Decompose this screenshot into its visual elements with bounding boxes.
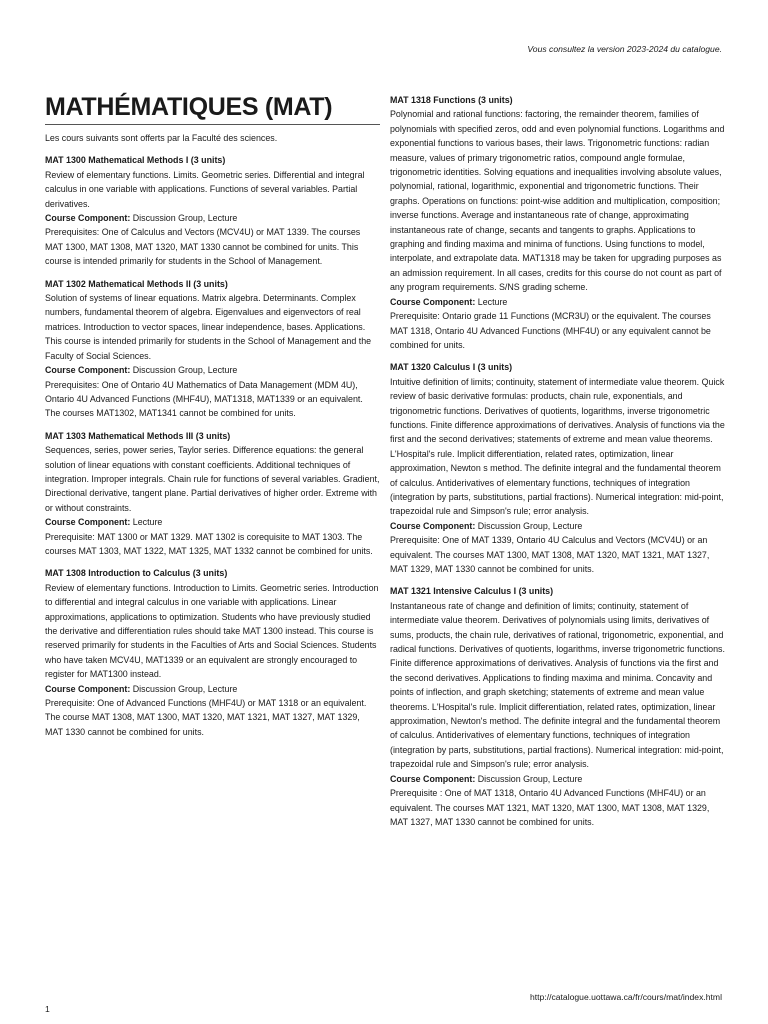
course-prerequisites: Prerequisite: One of Advanced Functions (MHF4U) or MAT 1318 or an equivalent. The course MAT 1308, MAT 1300, MAT 1320, MAT 1321, MAT 1327, MAT 1329, MAT 1330 cannot be combined for units. <box>45 698 367 737</box>
intro-text: Les cours suivants sont offerts par la Faculté des sciences. <box>45 133 278 143</box>
course-description: Sequences, series, power series, Taylor series. Difference equations: the general solution of linear equations with constant coefficients. Additional techniques of integration. Improper integrals. Chain rule for functions of several variables. Gradient, Directional derivative, tangent plane. Partial derivatives of higher order. Extreme with or without constraints. <box>45 445 380 513</box>
course-component-label: Course Component: <box>390 520 476 531</box>
course-heading: MAT 1321 Intensive Calculus I (3 units) <box>390 586 554 597</box>
course-component-value: Lecture <box>130 517 163 528</box>
course-component-label: Course Component: <box>45 365 131 376</box>
course-entry <box>45 277 380 421</box>
course-prerequisites: Prerequisite: One of MAT 1339, Ontario 4U Calculus and Vectors (MCV4U) or an equivalent. The courses MAT 1300, MAT 1308, MAT 1320, MAT 1321, MAT 1327, MAT 1329, MAT 1330 cannot be combined for units. <box>390 535 710 574</box>
course-component <box>45 211 380 225</box>
course-heading: MAT 1318 Functions (3 units) <box>390 95 513 105</box>
course-entry <box>390 584 725 829</box>
course-component-label: Course Component: <box>390 773 476 784</box>
course-description: Intuitive definition of limits; continuity, statement of intermediate value theorem. Quick review of basic derivative formulas: products, chain rule, exponentials, and trigonometric functions. Derivatives of quotients, logarithms, inverse trigonometric functions. Finite difference approximations of derivatives. Analysis of functions via the first and the second derivatives; statements of extreme and mean value theorems. L'Hospital's rule. Implicit differentiation, related rates, optimization, linear approximation, Newton s method. The definite integral and the fundamental theorem of calculus. Antiderivatives of elementary functions, techniques of integration (integration by parts, substitutions, partial fractions). Numerical integration: mid-point, trapezoidal rule and Simpson's rule; error analysis. <box>390 376 725 517</box>
course-component <box>45 682 380 696</box>
course-prerequisites: Prerequisite: Ontario grade 11 Functions (MCR3U) or the equivalent. The courses MAT 1318, Ontario 4U Advanced Functions (MHF4U) or any equivalent cannot be combined for units. <box>390 311 711 350</box>
course-heading: MAT 1302 Mathematical Methods II (3 units) <box>45 278 228 289</box>
course-component <box>390 295 725 309</box>
course-entry <box>390 93 725 352</box>
course-entry <box>45 153 380 268</box>
course-heading: MAT 1308 Introduction to Calculus (3 units) <box>45 568 228 579</box>
left-column <box>45 92 380 747</box>
right-column <box>390 93 725 837</box>
course-component <box>390 519 725 533</box>
course-prerequisites: Prerequisites: One of Calculus and Vectors (MCV4U) or MAT 1339. The courses MAT 1300, MAT 1308, MAT 1320, MAT 1330 cannot be combined for units. This course is intended primarily for students in the School of Management. <box>45 227 361 267</box>
page-number: 1 <box>45 1004 50 1014</box>
course-description: Polynomial and rational functions: factoring, the remainder theorem, families of polynomials with specified zeros, odd and even polynomial functions. Logarithms and exponential functions to various bases, their laws. Trigonometric functions: radian measure, values of primary trigonometric ratios, compound angle formulae, trigonometric identities. Solving equations and inequalities involving absolute values, polynomial, rational, logarithmic, exponential and trigonometric functions. Their graphs. Operations on functions: point-wise addition and multiplication, composition; inverse functions. Average and instantaneous rate of change, approximating instantaneous rate of change, secants and tangents to graphs. Applications to graphing and finding maxima and minima of functions. Using functions to model, interpolate, and extrapolate data. MAT1318 may be taken for upgrading purposes as an admission requirement. In all cases, credits for this course do not count as part of any program requirements. S/NS grading scheme. <box>390 109 725 293</box>
catalog-version-note: Vous consultez la version 2023-2024 du catalogue. <box>527 44 722 54</box>
course-heading: MAT 1320 Calculus I (3 units) <box>390 362 513 373</box>
course-component-value: Discussion Group, Lecture <box>130 213 238 224</box>
page-title: MATHÉMATIQUES (MAT) <box>45 92 380 125</box>
course-prerequisites: Prerequisite: MAT 1300 or MAT 1329. MAT 1302 is corequisite to MAT 1303. The courses MAT 1303, MAT 1322, MAT 1325, MAT 1332 cannot be combined for units. <box>45 531 373 556</box>
course-component <box>390 772 725 786</box>
course-component-value: Lecture <box>475 296 508 307</box>
course-entry <box>390 360 725 576</box>
course-component-label: Course Component: <box>390 296 476 307</box>
course-component <box>45 363 380 377</box>
course-component-value: Discussion Group, Lecture <box>130 683 238 694</box>
course-component-label: Course Component: <box>45 213 131 224</box>
course-entry <box>45 566 380 739</box>
course-entry <box>45 429 380 559</box>
course-component-value: Discussion Group, Lecture <box>475 520 583 531</box>
course-description: Review of elementary functions. Introduction to Limits. Geometric series. Introduction to differential and integral calculus in one variable with applications. Linear approximations, applications to optimization. Students who have previously studied the derivative and differentiation rules should take MAT 1300 instead. This course is reserved primarily for students in the Faculties of Arts and Social Sciences. Students who have taken MCV4U, MAT1339 or an equivalent are strongly encouraged to register for MAT1300 instead. <box>45 582 379 680</box>
course-heading: MAT 1303 Mathematical Methods III (3 units) <box>45 430 231 441</box>
course-component <box>45 515 380 529</box>
course-description: Instantaneous rate of change and definition of limits; continuity, statement of intermediate value theorem. Derivatives of polynomials using limits, derivatives of sums, products, the chain rule, derivatives of rational, trigonometric, exponential, and radical functions. Derivatives of quotients, logarithms, inverse trigonometric functions. Finite difference approximations of derivatives. Analysis of functions via the first and the second derivatives. Applications to finding maxima and minima. Concavity and points of inflection, and graph sketching; statements of extreme and mean value theorems. L'Hospital's rule. Implicit differentiation, related rates, optimization, linear approximation, Newton's method. The definite integral and the fundamental theorem of calculus. Antiderivatives of elementary functions, techniques of integration (integration by parts, substitutions, partial fractions). Numerical integration: mid-point, trapezoidal rule and Simpson's rule; error analysis. <box>390 600 725 770</box>
course-prerequisites: Prerequisites: One of Ontario 4U Mathematics of Data Management (MDM 4U), Ontario 4U Advanced Functions (MHF4U), MAT1318, MAT1339 or an equivalent. The courses MAT1302, MAT1341 cannot be combined for units. <box>45 379 363 419</box>
course-description: Solution of systems of linear equations. Matrix algebra. Determinants. Complex numbers, fundamental theorem of algebra. Eigenvalues and eigenvectors of real matrices. Introduction to vector spaces, linear independence, bases. Applications. This course is intended primarily for students in the School of Management and the Faculty of Social Sciences. <box>45 293 372 361</box>
course-component-label: Course Component: <box>45 683 131 694</box>
course-description: Review of elementary functions. Limits. Geometric series. Differential and integral calculus in one variable with applications. Functions of several variables. Partial derivatives. <box>45 169 365 209</box>
course-component-value: Discussion Group, Lecture <box>130 365 238 376</box>
footer-url-link[interactable]: http://catalogue.uottawa.ca/fr/cours/mat/index.html <box>529 992 722 1002</box>
course-component-value: Discussion Group, Lecture <box>475 773 583 784</box>
course-heading: MAT 1300 Mathematical Methods I (3 units) <box>45 155 226 166</box>
course-component-label: Course Component: <box>45 517 131 528</box>
course-prerequisites: Prerequisite : One of MAT 1318, Ontario 4U Advanced Functions (MHF4U) or an equivalent. The courses MAT 1321, MAT 1320, MAT 1300, MAT 1308, MAT 1329, MAT 1327, MAT 1330 cannot be combined for units. <box>390 788 710 827</box>
